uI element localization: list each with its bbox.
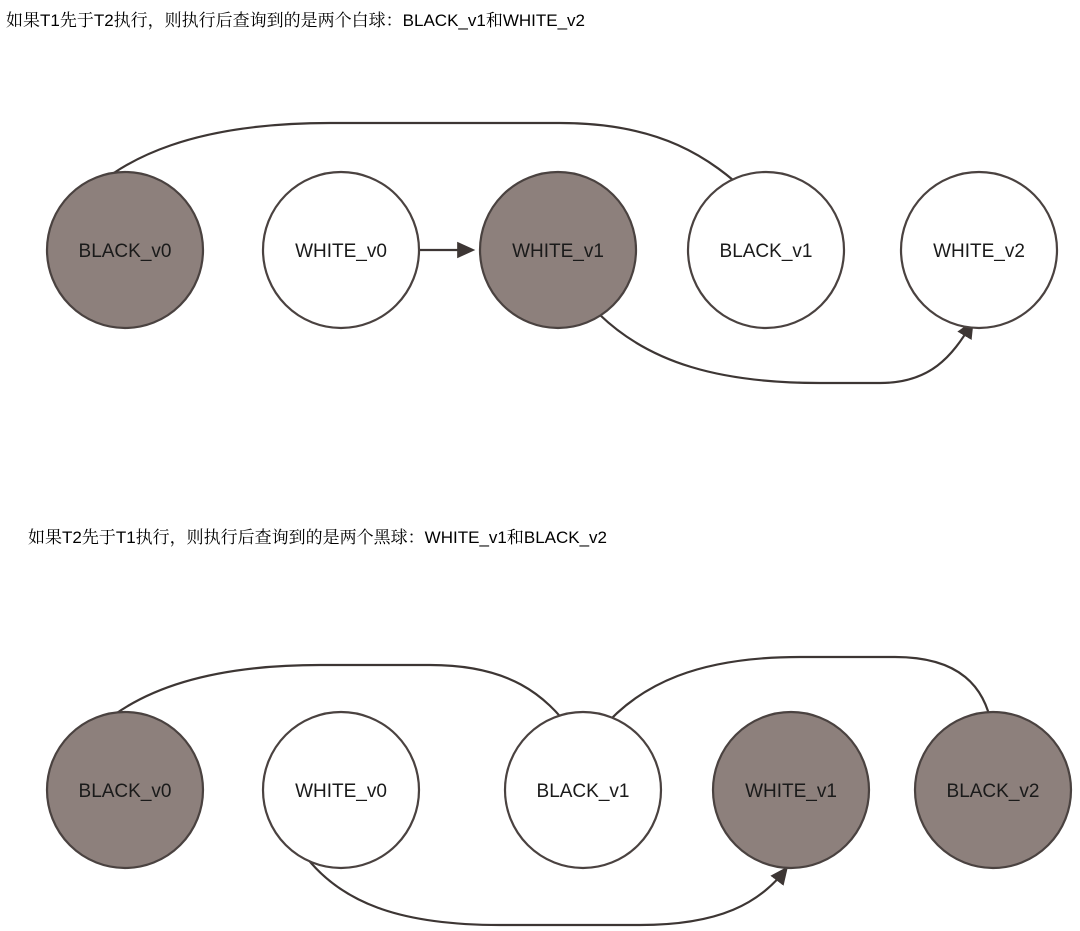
- node-label: WHITE_v1: [512, 241, 604, 263]
- node-label: BLACK_v0: [78, 241, 172, 263]
- node-label: BLACK_v2: [946, 781, 1040, 803]
- node-label: BLACK_v1: [536, 781, 630, 803]
- caption-second-scenario: 如果T2先于T1执行，则执行后查询到的是两个黑球：WHITE_v1和BLACK_v2: [28, 528, 608, 547]
- node-label: WHITE_v0: [295, 241, 387, 263]
- node-black-v1: [505, 712, 661, 868]
- caption-first-scenario: 如果T1先于T2执行，则执行后查询到的是两个白球：BLACK_v1和WHITE_v2: [6, 11, 586, 30]
- node-label: BLACK_v0: [78, 781, 172, 803]
- node-white-v0: [263, 712, 419, 868]
- node-black-v0: [47, 712, 203, 868]
- node-white-v0: [263, 172, 419, 328]
- node-white-v2: [901, 172, 1057, 328]
- node-white-v1: [480, 172, 636, 328]
- node-label: WHITE_v1: [745, 781, 837, 803]
- node-black-v0: [47, 172, 203, 328]
- node-label: BLACK_v1: [719, 241, 813, 263]
- edge-white-v0-to-white-v1: [303, 853, 786, 925]
- node-label: WHITE_v2: [933, 241, 1025, 263]
- node-black-v2: [915, 712, 1071, 868]
- diagram-t1-before-t2: [0, 95, 1080, 405]
- node-label: WHITE_v0: [295, 781, 387, 803]
- node-black-v1: [688, 172, 844, 328]
- node-white-v1: [713, 712, 869, 868]
- diagram-t2-before-t1: [0, 635, 1080, 931]
